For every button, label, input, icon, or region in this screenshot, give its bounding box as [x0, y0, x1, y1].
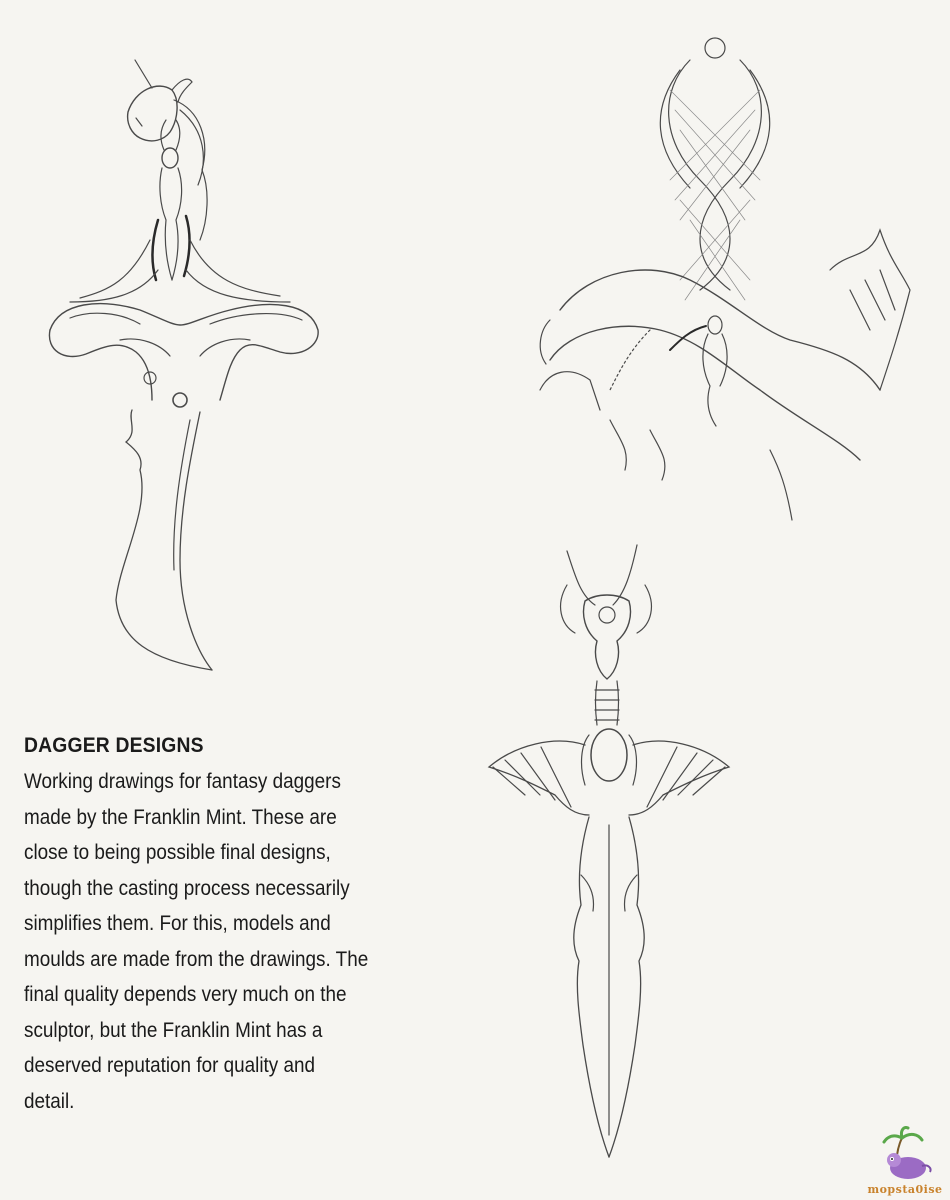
watermark-text: mopsta0ise	[867, 1183, 943, 1196]
mascot-icon	[866, 1126, 944, 1184]
watermark-logo	[866, 1126, 944, 1196]
dragon-wing-dagger-sketch-icon	[485, 545, 735, 1165]
unicorn-dagger-sketch-icon	[40, 40, 330, 680]
caption-block	[24, 734, 374, 1119]
caption-body: Working drawings for fantasy daggers made by the Franklin Mint. These are close to being possible final designs, though the casting process necessarily simplifies them. For this, models and moulds are made from the drawings. The final quality depends very much on the sculptor, but the Franklin Mint has a deserved reputation for quality and detail.	[24, 770, 369, 1113]
serpent-dragon-sketch-icon	[530, 30, 930, 530]
caption-title: DAGGER DESIGNS	[24, 734, 204, 757]
